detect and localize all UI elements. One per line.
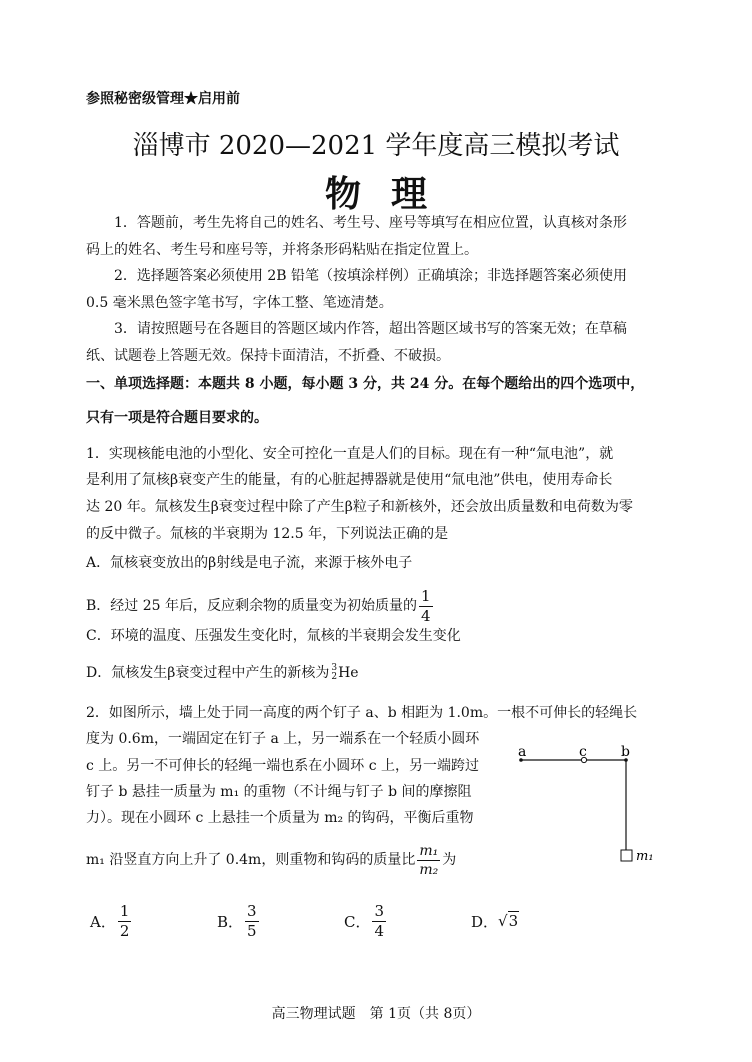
q1-stem-line-1: 1．实现核能电池的小型化、安全可控化一直是人们的目标。现在有一种“氚电池”，就	[86, 446, 614, 462]
fraction-denominator: 4	[374, 921, 385, 940]
q1-stem-line-2: 是利用了氚核β衰变产生的能量，有的心脏起搏器就是使用“氚电池”供电，使用寿命长	[86, 472, 613, 488]
pegs-rope-figure	[510, 738, 670, 868]
q2-stem-line-5: 力）。现在小圆环 c 上悬挂一个质量为 m₂ 的钩码，平衡后重物	[86, 810, 474, 826]
instruction-1-line-1: 1．答题前，考生先将自己的姓名、考生号、座号等填写在相应位置，认真核对条形	[114, 215, 627, 231]
fraction-numerator: 3	[374, 901, 385, 920]
mass-ratio-fraction	[417, 844, 440, 877]
radicand: 3	[508, 912, 519, 930]
page-footer: 高三物理试题 第 1页（共 8页）	[271, 1006, 481, 1022]
q1-option-d-text: D．氚核发生β衰变过程中产生的新核为	[86, 665, 330, 681]
instruction-2-line-1: 2．选择题答案必须使用 2B 铅笔（按填涂样例）正确填涂；非选择题答案必须使用	[114, 268, 628, 284]
section-heading-line-2: 只有一项是符合题目要求的。	[86, 410, 268, 426]
option-label: A．	[90, 912, 116, 931]
option-label: D．	[471, 912, 499, 931]
q2-option-c	[344, 898, 388, 944]
q1-option-b	[86, 586, 435, 626]
section-heading-line-1: 一、单项选择题：本题共 8 小题，每小题 3 分，共 24 分。在每个题给出的四个选项中，	[86, 376, 645, 392]
q2-option-a	[90, 898, 133, 944]
q1-stem-line-4: 的反中微子。氚核的半衰期为 12.5 年，下列说法正确的是	[86, 526, 449, 542]
q2-stem-line-3: c 上。另一不可伸长的轻绳一端也系在小圆环 c 上，另一端跨过	[86, 758, 480, 774]
q2-stem-line-1: 2．如图所示，墙上处于同一高度的两个钉子 a、b 相距为 1.0m。一根不可伸长的轻绳长	[86, 705, 638, 721]
q1-option-d	[86, 663, 359, 683]
square-root: √3	[498, 912, 519, 930]
fraction-denominator: 4	[421, 606, 431, 625]
option-label: B．	[217, 912, 244, 931]
instruction-3-line-1: 3．请按照题号在各题目的答题区域内作答，超出答题区域书写的答案无效；在草稿	[114, 321, 627, 337]
q2-stem-line-2: 度为 0.6m，一端固定在钉子 a 上，另一端系在一个轻质小圆环	[86, 731, 480, 747]
fraction-numerator: 1	[119, 901, 130, 920]
label-c: c	[579, 744, 587, 760]
instruction-2-line-2: 0.5 毫米黑色签字笔书写，字体工整、笔迹清楚。	[86, 295, 393, 311]
charge-number: 2	[331, 672, 338, 682]
fraction-denominator: 2	[119, 921, 130, 940]
q1-option-a: A．氚核衰变放出的β射线是电子流，来源于核外电子	[86, 555, 413, 571]
option-label: C．	[344, 912, 371, 931]
fraction-denominator: 5	[247, 921, 257, 940]
option-fraction	[245, 901, 259, 940]
instruction-1-line-2: 码上的姓名、考生号和座号等，并将条形码粘贴在指定位置上。	[86, 242, 478, 258]
label-a: a	[518, 744, 527, 760]
q2-stem-line-4: 钉子 b 悬挂一质量为 m₁ 的重物（不计绳与钉子 b 间的摩擦阻	[86, 784, 472, 800]
fraction-denominator: m₂	[419, 861, 439, 878]
instruction-3-line-2: 纸、试题卷上答题无效。保持卡面清洁，不折叠、不破损。	[86, 348, 450, 364]
element-symbol: He	[338, 665, 359, 681]
subject-title: 物理	[324, 173, 457, 215]
q2-stem-line-6	[86, 838, 456, 882]
q2-stem-line-6-end: 为	[442, 852, 457, 868]
weight-m1	[621, 850, 632, 861]
label-m1: m₁	[636, 849, 654, 864]
q2-option-b	[217, 898, 261, 944]
q1-option-c: C．环境的温度、压强发生变化时，氚核的半衰期会发生变化	[86, 628, 461, 644]
option-fraction	[372, 901, 386, 940]
mass-number: 3	[331, 663, 338, 673]
q1-option-b-fraction	[419, 586, 433, 625]
option-fraction	[118, 901, 132, 940]
q1-stem-line-3: 达 20 年。氚核发生β衰变过程中除了产生β粒子和新核外，还会放出质量数和电荷数为零	[86, 499, 633, 515]
fraction-numerator: 3	[247, 901, 257, 920]
q1-option-b-text: B．经过 25 年后，反应剩余物的质量变为初始质量的	[86, 598, 418, 614]
fraction-numerator: 1	[421, 586, 431, 605]
confidentiality-label: 参照秘密级管理★启用前	[86, 91, 240, 107]
fraction-numerator: m₁	[419, 842, 439, 859]
q2-option-d	[471, 898, 519, 944]
exam-title: 淄博市 2020—2021 学年度高三模拟考试	[132, 131, 620, 161]
isotope-numbers	[331, 664, 337, 682]
label-b: b	[621, 744, 630, 760]
q2-stem-line-6-text: m₁ 沿竖直方向上升了 0.4m，则重物和钩码的质量比	[86, 852, 416, 868]
